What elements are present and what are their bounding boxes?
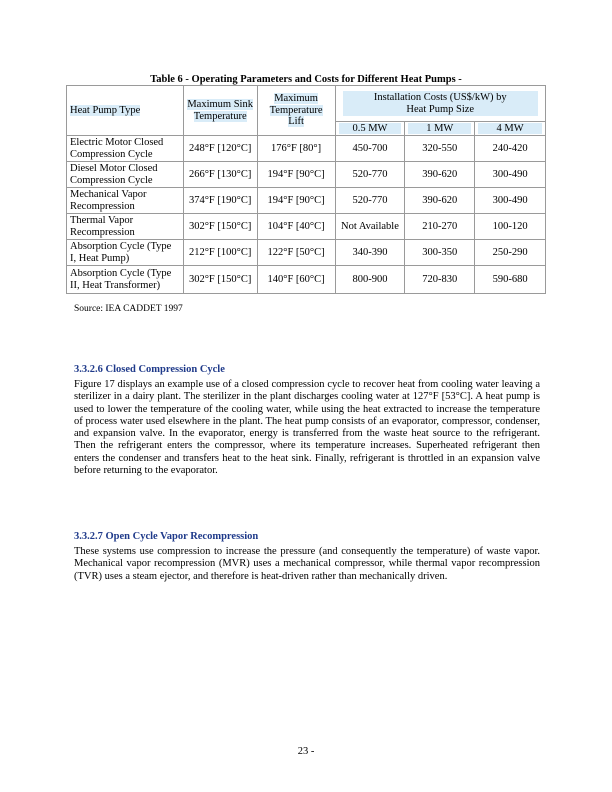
header-size-0-5mw: 0.5 MW [335, 122, 405, 136]
header-max-sink-temp: Maximum Sink Temperature [183, 86, 257, 136]
cell-type: Thermal Vapor Recompression [67, 214, 184, 240]
cell-lift: 122°F [50°C] [257, 240, 335, 266]
cell-lift: 104°F [40°C] [257, 214, 335, 240]
table-row [67, 266, 546, 294]
cell-cost-0-5mw: Not Available [335, 214, 405, 240]
cell-sink: 302°F [150°C] [183, 266, 257, 294]
cell-type: Absorption Cycle (Type II, Heat Transformer) [67, 266, 184, 294]
section-heading: 3.3.2.6 Closed Compression Cycle [74, 364, 225, 375]
cell-cost-1mw: 390-620 [405, 188, 475, 214]
heat-pump-table [66, 85, 546, 294]
cell-type: Mechanical Vapor Recompression [67, 188, 184, 214]
table-row [67, 240, 546, 266]
table-row [67, 162, 546, 188]
page-number: 23 - [297, 746, 315, 757]
cell-cost-0-5mw: 800-900 [335, 266, 405, 294]
cell-cost-0-5mw: 450-700 [335, 136, 405, 162]
header-heat-pump-type: Heat Pump Type [67, 86, 184, 136]
cell-cost-1mw: 300-350 [405, 240, 475, 266]
cell-cost-4mw: 100-120 [475, 214, 546, 240]
cell-cost-0-5mw: 520-770 [335, 188, 405, 214]
cell-cost-0-5mw: 520-770 [335, 162, 405, 188]
cell-sink: 374°F [190°C] [183, 188, 257, 214]
section-open-cycle-vapor [74, 531, 540, 583]
table-header-row [67, 86, 546, 122]
table-source: Source: IEA CADDET 1997 [74, 304, 183, 314]
table-row [67, 214, 546, 240]
cell-cost-1mw: 390-620 [405, 162, 475, 188]
table-row [67, 188, 546, 214]
cell-lift: 194°F [90°C] [257, 188, 335, 214]
cell-cost-4mw: 300-490 [475, 188, 546, 214]
section-heading: 3.3.2.7 Open Cycle Vapor Recompression [74, 531, 259, 542]
cell-sink: 266°F [130°C] [183, 162, 257, 188]
cell-type: Diesel Motor Closed Compression Cycle [67, 162, 184, 188]
section-body: Figure 17 displays an example use of a closed compression cycle to recover heat from cooling water leaving a sterilizer in a dairy plant. The sterilizer in the plant discharges cooling water at 127°F [53°C]. A heat pump is used to lower the temperature of the cooling water, while using the heat extracted to increase the temperature of process water used elsewhere in the plant. The heat pump consists of an evaporator, compressor, condenser, and expansion valve. In the evaporator, energy is transferred from the waste heat source to the refrigerant. Then the refrigerant enters the compressor, where its temperature increases. Superheated refrigerant then enters the condenser and transfers heat to the heat sink. Finally, refrigerant is throttled in an expansion valve before returning to the evaporator. [74, 379, 540, 477]
cell-sink: 212°F [100°C] [183, 240, 257, 266]
table-row [67, 136, 546, 162]
cell-sink: 248°F [120°C] [183, 136, 257, 162]
cell-cost-4mw: 240-420 [475, 136, 546, 162]
cell-cost-1mw: 720-830 [405, 266, 475, 294]
cell-cost-1mw: 210-270 [405, 214, 475, 240]
cell-type: Absorption Cycle (Type I, Heat Pump) [67, 240, 184, 266]
header-size-1mw: 1 MW [405, 122, 475, 136]
cell-lift: 140°F [60°C] [257, 266, 335, 294]
table-title: Table 6 - Operating Parameters and Costs for Different Heat Pumps - [150, 74, 462, 85]
cell-cost-4mw: 590-680 [475, 266, 546, 294]
cell-cost-4mw: 250-290 [475, 240, 546, 266]
cell-lift: 194°F [90°C] [257, 162, 335, 188]
section-body: These systems use compression to increase the pressure (and consequently the temperature) of waste vapor. Mechanical vapor recompression (MVR) uses a mechanical compressor, while thermal vapor recompression (TVR) uses a steam ejector, and therefore is heat-driven rather than mechanically driven. [74, 546, 540, 582]
header-max-temp-lift: Maximum Temperature Lift [257, 86, 335, 136]
section-closed-compression [74, 364, 540, 477]
cell-type: Electric Motor Closed Compression Cycle [67, 136, 184, 162]
cell-cost-1mw: 320-550 [405, 136, 475, 162]
cell-sink: 302°F [150°C] [183, 214, 257, 240]
header-installation-costs: Installation Costs (US$/kW) by Heat Pump Size [335, 86, 545, 122]
cell-cost-0-5mw: 340-390 [335, 240, 405, 266]
header-size-4mw: 4 MW [475, 122, 546, 136]
cell-cost-4mw: 300-490 [475, 162, 546, 188]
cell-lift: 176°F [80°] [257, 136, 335, 162]
